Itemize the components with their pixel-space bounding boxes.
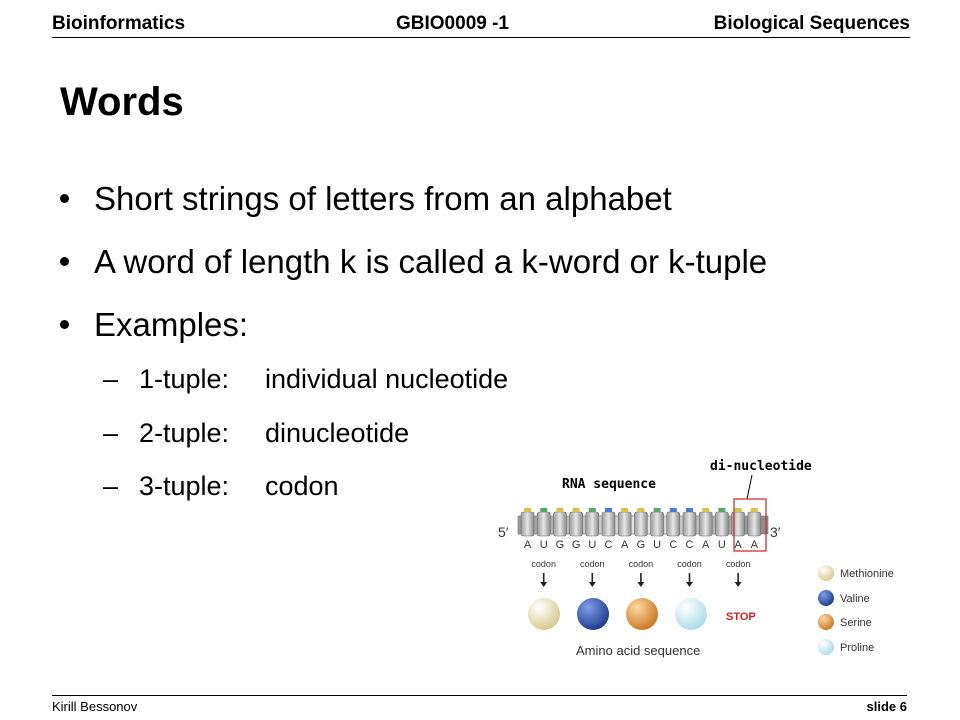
- nucleotide-cylinder: [537, 512, 550, 536]
- dinucleotide-pointer: [747, 475, 752, 499]
- dinucleotide-label: di-nucleotide: [710, 459, 812, 474]
- nucleotide-letter: U: [653, 539, 662, 551]
- footer-rule: [52, 695, 907, 696]
- codon-label: codon: [725, 559, 751, 569]
- rna-translation-figure: [490, 452, 910, 667]
- slide-title: Words: [60, 80, 184, 124]
- legend-serine-label: Serine: [840, 617, 872, 629]
- bullet-text: A word of length k is called a k-word or k-tuple: [94, 243, 768, 280]
- legend-serine-swatch: [818, 614, 834, 630]
- sub-bullet-dash: –: [103, 364, 119, 394]
- codon-arrow-head: [686, 582, 693, 587]
- nucleotide-cap: [670, 508, 677, 512]
- nucleotide-group: [521, 508, 761, 551]
- nucleotide-cap: [605, 508, 612, 512]
- nucleotide-cap: [621, 508, 628, 512]
- sub-bullet-text: individual nucleotide: [265, 364, 509, 394]
- nucleotide-cap: [686, 508, 693, 512]
- nucleotide-letter: C: [669, 539, 678, 551]
- nucleotide-cap: [654, 508, 661, 512]
- nucleotide-cylinder: [586, 512, 599, 536]
- codon-arrow-head: [589, 582, 596, 587]
- sub-bullet-text: codon: [265, 471, 339, 501]
- nucleotide-cylinder: [570, 512, 583, 536]
- three-prime-label: 3′: [770, 524, 781, 540]
- nucleotide-letter: G: [555, 539, 565, 551]
- sub-bullet-label: 3-tuple:: [139, 471, 230, 501]
- methionine-ball: [528, 598, 560, 630]
- serine-ball: [626, 598, 658, 630]
- header-course: Bioinformatics: [52, 13, 186, 34]
- nucleotide-cylinder: [667, 512, 680, 536]
- nucleotide-cap: [637, 508, 644, 512]
- nucleotide-letter: A: [702, 539, 710, 551]
- nucleotide-cylinder: [683, 512, 696, 536]
- nucleotide-cylinder: [651, 512, 664, 536]
- bullet-dot: [60, 257, 69, 266]
- nucleotide-letter: U: [717, 539, 726, 551]
- nucleotide-letter: U: [539, 539, 548, 551]
- nucleotide-cylinder: [553, 512, 566, 536]
- nucleotide-cap: [524, 508, 531, 512]
- sub-bullet-label: 2-tuple:: [139, 418, 230, 448]
- nucleotide-cap: [589, 508, 596, 512]
- codon-group: [531, 559, 750, 587]
- nucleotide-cap: [702, 508, 709, 512]
- legend-methionine-swatch: [818, 565, 834, 581]
- legend-proline-swatch: [818, 639, 834, 655]
- five-prime-label: 5′: [498, 524, 509, 540]
- nucleotide-cap: [573, 508, 580, 512]
- codon-label: codon: [628, 559, 654, 569]
- footer-slide-number: slide 6: [866, 699, 907, 714]
- sub-bullet-label: 1-tuple:: [139, 364, 230, 394]
- header-code: GBIO0009 -1: [396, 13, 509, 34]
- nucleotide-letter: C: [604, 539, 613, 551]
- nucleotide-cap: [556, 508, 563, 512]
- footer-author: Kirill Bessonov: [52, 699, 138, 714]
- nucleotide-letter: U: [588, 539, 597, 551]
- amino-acid-sequence-label: Amino acid sequence: [576, 643, 701, 658]
- nucleotide-cylinder: [618, 512, 631, 536]
- nucleotide-cap: [751, 508, 758, 512]
- nucleotide-letter: G: [571, 539, 581, 551]
- bullet-dot: [60, 320, 69, 329]
- bullet-text: Examples:: [94, 306, 249, 343]
- codon-arrow-head: [540, 582, 547, 587]
- sub-bullet-dash: –: [103, 418, 119, 448]
- nucleotide-letter: A: [621, 539, 629, 551]
- nucleotide-cylinder: [748, 512, 761, 536]
- codon-label: codon: [531, 559, 556, 569]
- nucleotide-cylinder: [521, 512, 534, 536]
- nucleotide-cylinder: [699, 512, 712, 536]
- nucleotide-cap: [718, 508, 725, 512]
- sub-bullet-dash: –: [103, 471, 119, 501]
- nucleotide-letter: G: [636, 539, 646, 551]
- proline-ball: [675, 598, 707, 630]
- legend-methionine-label: Methionine: [840, 568, 894, 580]
- nucleotide-letter: C: [685, 539, 694, 551]
- stop-label: STOP: [726, 611, 756, 623]
- legend-valine-label: Valine: [840, 593, 870, 605]
- nucleotide-cap: [735, 508, 742, 512]
- legend-proline-label: Proline: [840, 642, 875, 654]
- bullet-text: Short strings of letters from an alphabet: [94, 180, 672, 217]
- header-topic: Biological Sequences: [713, 13, 910, 34]
- codon-label: codon: [677, 559, 702, 569]
- nucleotide-letter: A: [750, 539, 758, 551]
- sub-bullet-text: dinucleotide: [265, 418, 410, 448]
- slide-header: [52, 12, 910, 38]
- nucleotide-cap: [540, 508, 547, 512]
- rna-sequence-label: RNA sequence: [562, 477, 656, 492]
- nucleotide-cylinder: [634, 512, 647, 536]
- nucleotide-cylinder: [715, 512, 728, 536]
- codon-arrow-head: [637, 582, 644, 587]
- valine-ball: [577, 598, 609, 630]
- codon-arrow-head: [735, 582, 742, 587]
- bullet-dot: [60, 194, 69, 203]
- nucleotide-letter: A: [734, 539, 742, 551]
- codon-label: codon: [580, 559, 605, 569]
- legend-valine-swatch: [818, 590, 834, 606]
- nucleotide-cylinder: [602, 512, 615, 536]
- nucleotide-letter: A: [523, 539, 532, 551]
